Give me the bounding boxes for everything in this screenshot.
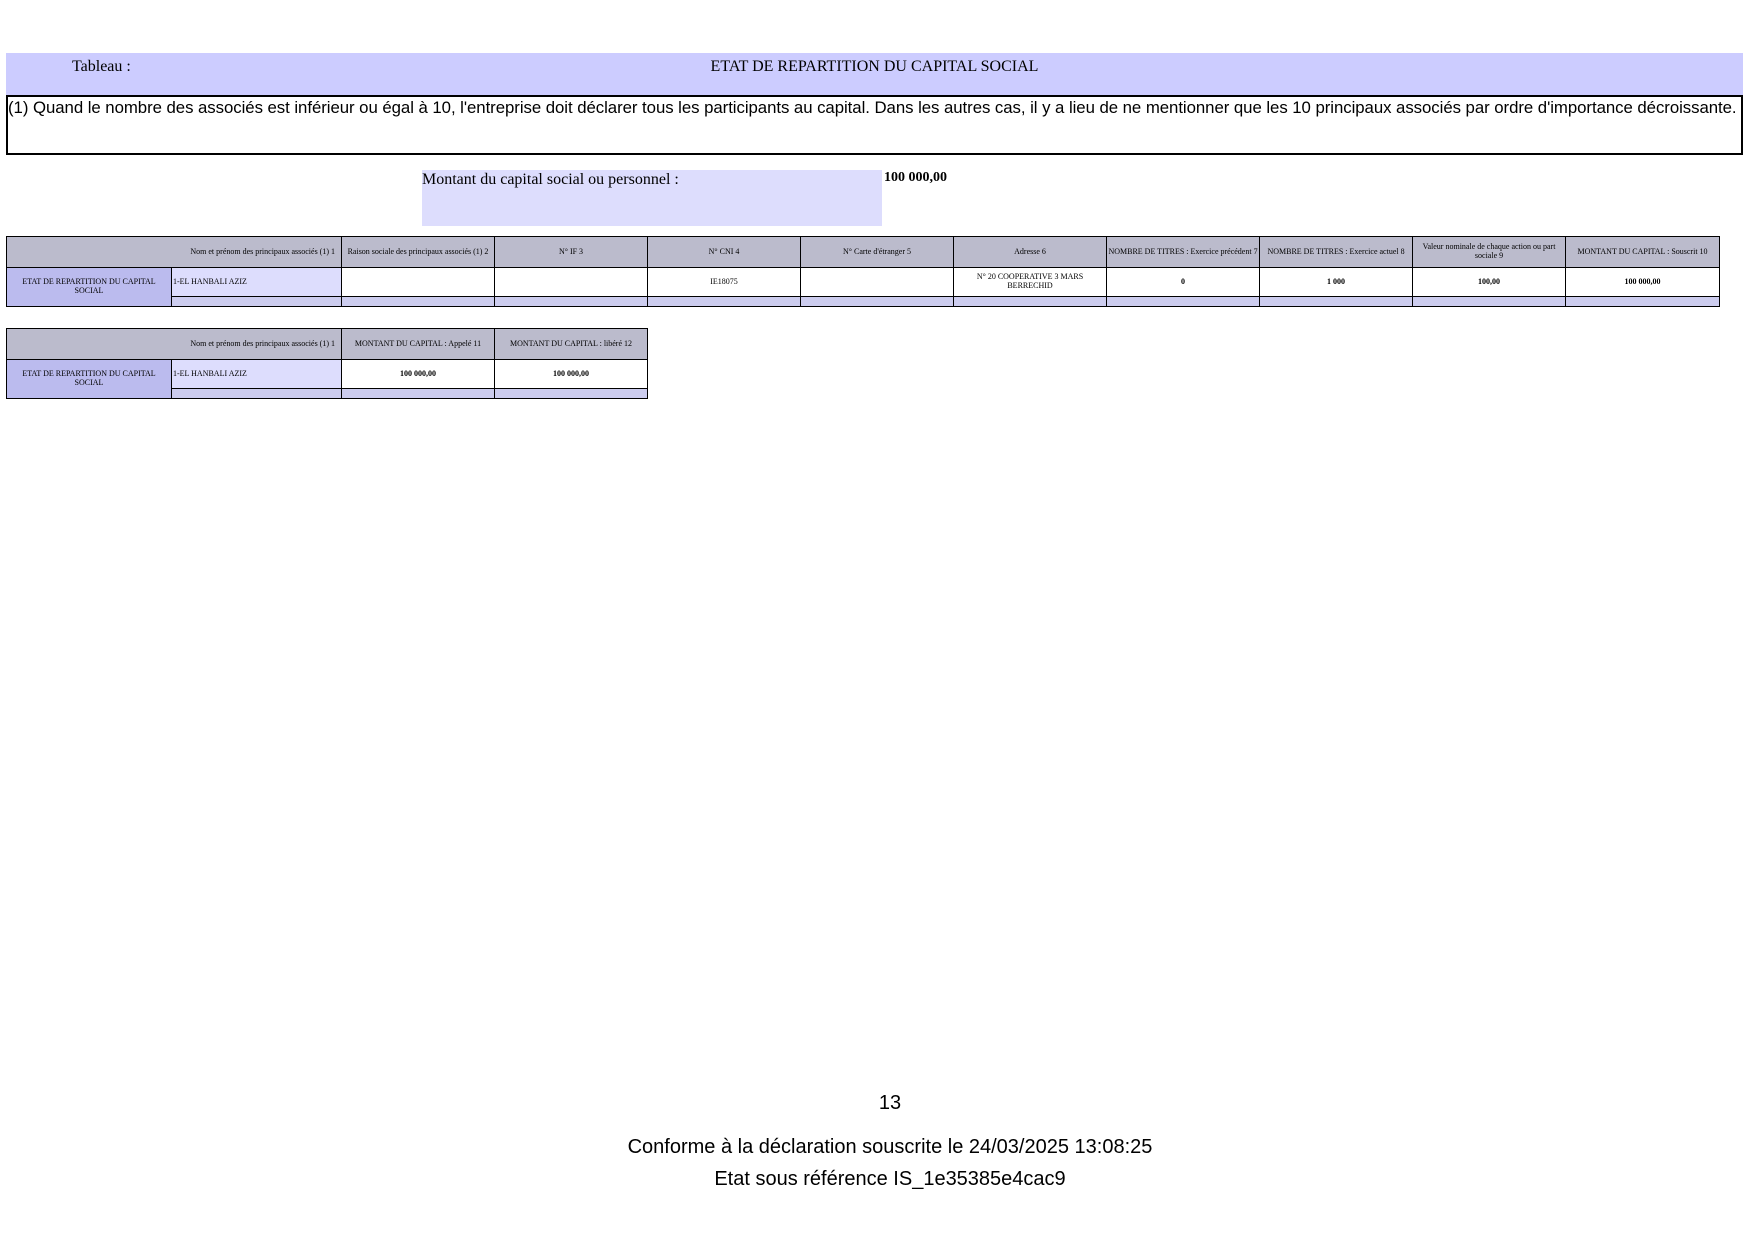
header-cell-raison-sociale: Raison sociale des principaux associés (1) 2 — [342, 237, 495, 268]
header-cell-name: Nom et prénom des principaux associés (1) 1 — [7, 237, 342, 268]
cell-name: 1-EL HANBALI AZIZ — [172, 360, 342, 389]
row-header: ETAT DE REPARTITION DU CAPITAL SOCIAL — [7, 360, 172, 399]
page-number: 13 — [878, 1092, 902, 1114]
row-header: ETAT DE REPARTITION DU CAPITAL SOCIAL — [7, 268, 172, 307]
note-box: (1) Quand le nombre des associés est inférieur ou égal à 10, l'entreprise doit déclarer tous les participants au capital. Dans les autres cas, il y a lieu de ne mentionner que les 10 principaux associés par ordre d'importance décroissante. — [6, 95, 1743, 155]
spacer-cell — [172, 389, 342, 399]
cell-titres-actuel: 1 000 — [1260, 268, 1413, 297]
header-band — [6, 53, 1743, 95]
cell-carte-etranger — [801, 268, 954, 297]
cell-if — [495, 268, 648, 297]
spacer-cell — [495, 389, 648, 399]
reference-text: Etat sous référence IS_1e35385e4cac9 — [714, 1168, 1066, 1190]
capital-label: Montant du capital social ou personnel : — [422, 170, 882, 226]
spacer-cell — [1107, 297, 1260, 307]
capital-value: 100 000,00 — [884, 170, 947, 185]
spacer-cell — [648, 297, 801, 307]
spacer-cell — [342, 389, 495, 399]
cell-libere: 100 000,00 — [495, 360, 648, 389]
table-header-row — [7, 329, 648, 360]
cell-souscrit: 100 000,00 — [1566, 268, 1720, 297]
table-header-row — [7, 237, 1720, 268]
tableau-label: Tableau : — [72, 58, 131, 75]
spacer-cell — [1413, 297, 1566, 307]
cell-cni: IE18075 — [648, 268, 801, 297]
table-spacer-row — [7, 297, 1720, 307]
header-cell-appele: MONTANT DU CAPITAL : Appelé 11 — [342, 329, 495, 360]
header-cell-if: N° IF 3 — [495, 237, 648, 268]
table-row — [7, 268, 1720, 297]
cell-name: 1-EL HANBALI AZIZ — [172, 268, 342, 297]
cell-raison-sociale — [342, 268, 495, 297]
header-cell-name: Nom et prénom des principaux associés (1) 1 — [7, 329, 342, 360]
spacer-cell — [1260, 297, 1413, 307]
cell-valeur-nominale: 100,00 — [1413, 268, 1566, 297]
table-row — [7, 360, 648, 389]
conformity-text: Conforme à la déclaration souscrite le 24/03/2025 13:08:25 — [627, 1136, 1153, 1158]
cell-adresse: N° 20 COOPERATIVE 3 MARS BERRECHID — [954, 268, 1107, 297]
header-cell-titres-actuel: NOMBRE DE TITRES : Exercice actuel 8 — [1260, 237, 1413, 268]
spacer-cell — [801, 297, 954, 307]
capital-paid-table — [6, 328, 648, 399]
spacer-cell — [495, 297, 648, 307]
header-cell-libere: MONTANT DU CAPITAL : libéré 12 — [495, 329, 648, 360]
spacer-cell — [954, 297, 1107, 307]
header-cell-souscrit: MONTANT DU CAPITAL : Souscrit 10 — [1566, 237, 1720, 268]
header-cell-cni: N° CNI 4 — [648, 237, 801, 268]
cell-appele: 100 000,00 — [342, 360, 495, 389]
spacer-cell — [172, 297, 342, 307]
spacer-cell — [1566, 297, 1720, 307]
capital-distribution-table — [6, 236, 1720, 307]
spacer-cell — [342, 297, 495, 307]
page-title: ETAT DE REPARTITION DU CAPITAL SOCIAL — [710, 58, 1039, 75]
header-cell-carte-etranger: N° Carte d'étranger 5 — [801, 237, 954, 268]
header-cell-titres-precedent: NOMBRE DE TITRES : Exercice précédent 7 — [1107, 237, 1260, 268]
header-cell-valeur-nominale: Valeur nominale de chaque action ou part sociale 9 — [1413, 237, 1566, 268]
header-cell-adresse: Adresse 6 — [954, 237, 1107, 268]
cell-titres-precedent: 0 — [1107, 268, 1260, 297]
